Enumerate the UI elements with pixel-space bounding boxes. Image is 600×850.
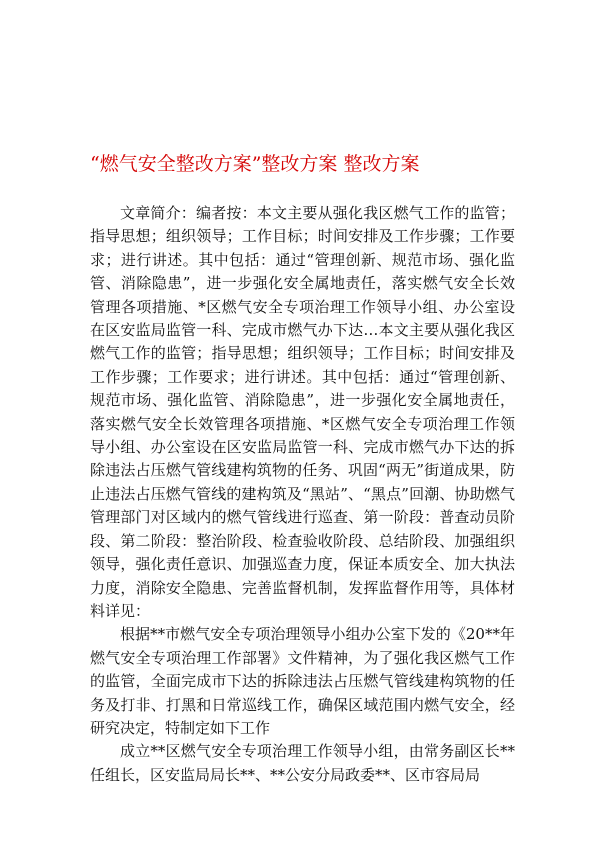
paragraph-basis: 根据**市燃气安全专项治理领导小组办公室下发的《20**年燃气安全专项治理工作部署》文件精神，为了强化我区燃气工作的监管，全面完成市下达的拆除违法占压燃气管线建构筑物的任务及打非、打黑和日常巡线工作，确保区域范围内燃气安全，经研究决定，特制定如下工作: [90, 625, 515, 737]
document-title: “燃气安全整改方案”整改方案 整改方案: [90, 153, 420, 175]
paragraph-summary: 文章简介：编者按：本文主要从强化我区燃气工作的监管；指导思想；组织领导；工作目标；时间安排及工作步骤；工作要求；进行讲述。其中包括：通过“管理创新、规范市场、强化监管、消除隐患”，进一步强化安全属地责任，落实燃气安全长效管理各项措施、*区燃气安全专项治理工作领导小组、办公室设在区安监局监管一科、完成市燃气办下达…本文主要从强化我区燃气工作的监管；指导思想；组织领导；工作目标；时间安排及工作步骤；工作要求；进行讲述。其中包括：通过“管理创新、规范市场、强化监管、消除隐患”，进一步强化安全属地责任，落实燃气安全长效管理各项措施、*区燃气安全专项治理工作领导小组、办公室设在区安监局监管一科、完成市燃气办下达的拆除违法占压燃气管线建构筑物的任务、巩固“两无”街道成果，防止违法占压燃气管线的建构筑及“黑站”、“黑点”回潮、协助燃气管理部门对区域内的燃气管线进行巡查、第一阶段：普查动员阶段、第二阶段：整治阶段、检查验收阶段、总结阶段、加强组织领导，强化责任意识、加强巡查力度，保证本质安全、加大执法力度，消除安全隐患、完善监督机制，发挥监督作用等，具体材料详见：: [90, 204, 515, 620]
document-body: [90, 202, 515, 787]
paragraph-leadership: 成立**区燃气安全专项治理工作领导小组，由常务副区长**任组长，区安监局局长**、**公安分局政委**、区市容局局: [90, 742, 515, 784]
